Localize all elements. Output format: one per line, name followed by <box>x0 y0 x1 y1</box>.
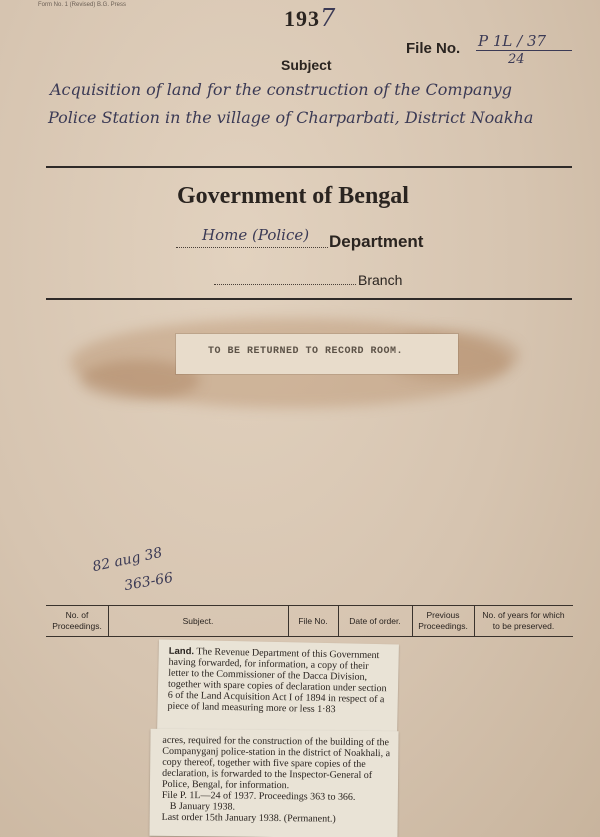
col-label: Proceedings. <box>418 621 468 631</box>
year-prefix: 193 <box>284 6 320 31</box>
branch-dotted-line <box>214 274 356 285</box>
government-divider <box>46 298 572 300</box>
clipping-title: Land. <box>168 645 195 658</box>
file-no-label: File No. <box>406 40 461 57</box>
margin-note-line-1: 82 aug 38 <box>91 544 164 576</box>
clipping-top-text: The Revenue Department of this Government having forwarded, for information, a copy of their letter to the Commissioner of the Dacca Division, together with spare copies of declaration under section 6 of the Land Acquisition Act I of 1894 in respect of a piece of land measuring more or less 1·83 <box>167 646 387 716</box>
col-label: File No. <box>298 615 328 626</box>
col-years-preserved <box>474 606 573 636</box>
record-room-stamp <box>176 334 458 374</box>
col-label: Previous <box>426 610 460 621</box>
department-handwritten: Home (Police) <box>202 226 310 244</box>
col-previous-proceedings <box>412 606 475 636</box>
col-label: No. of <box>65 610 89 621</box>
subject-label: Subject <box>281 57 332 73</box>
file-no-handwritten-sub: 24 <box>508 52 525 67</box>
clipping-last-order: Last order 15th January 1938. (Permanent.) <box>161 811 336 825</box>
year-handwritten-digit: 7 <box>320 4 337 32</box>
header-divider <box>46 166 572 168</box>
file-no-fraction-line <box>476 50 572 51</box>
col-label: No. of years for which <box>482 610 565 621</box>
col-file-no <box>288 606 339 636</box>
department-label: Department <box>329 232 424 251</box>
col-date-of-order <box>338 606 413 636</box>
form-note: Form No. 1 (Revised) B.G. Press <box>38 2 127 8</box>
year-printed <box>284 4 336 32</box>
subject-line-1: Acquisition of land for the construction of the Companyg <box>50 80 512 99</box>
clipping-date-line: B January 1938. <box>169 800 236 813</box>
col-no-of-proceedings <box>46 606 109 636</box>
government-title: Government of Bengal <box>177 183 409 209</box>
col-label: Date of order. <box>349 615 401 626</box>
branch-label: Branch <box>358 272 403 288</box>
col-subject <box>108 606 289 636</box>
col-label: Proceedings. <box>52 621 102 631</box>
col-label: to be preserved. <box>492 621 555 631</box>
clipping-top <box>157 639 399 736</box>
proceedings-table-header <box>46 605 573 637</box>
margin-note-line-2: 363-66 <box>122 569 175 595</box>
subject-line-2: Police Station in the village of Charparbati, District Noakha <box>48 108 534 127</box>
file-no-handwritten: P 1L / 37 <box>478 32 547 50</box>
col-label: Subject. <box>182 615 214 626</box>
stamp-text: TO BE RETURNED TO RECORD ROOM. <box>208 346 404 357</box>
clipping-bottom-text: acres, required for the construction of the building of the Companyganj police-station in the district of Noakhali, a copy thereof, together with five spare copies of the declaration, is forwarded to the Inspector-General of Police, Bengal, for information. <box>161 734 391 792</box>
clipping-bottom <box>149 729 398 837</box>
clipping-file-line: File P. 1L—24 of 1937. Proceedings 363 to 366. <box>161 789 356 803</box>
